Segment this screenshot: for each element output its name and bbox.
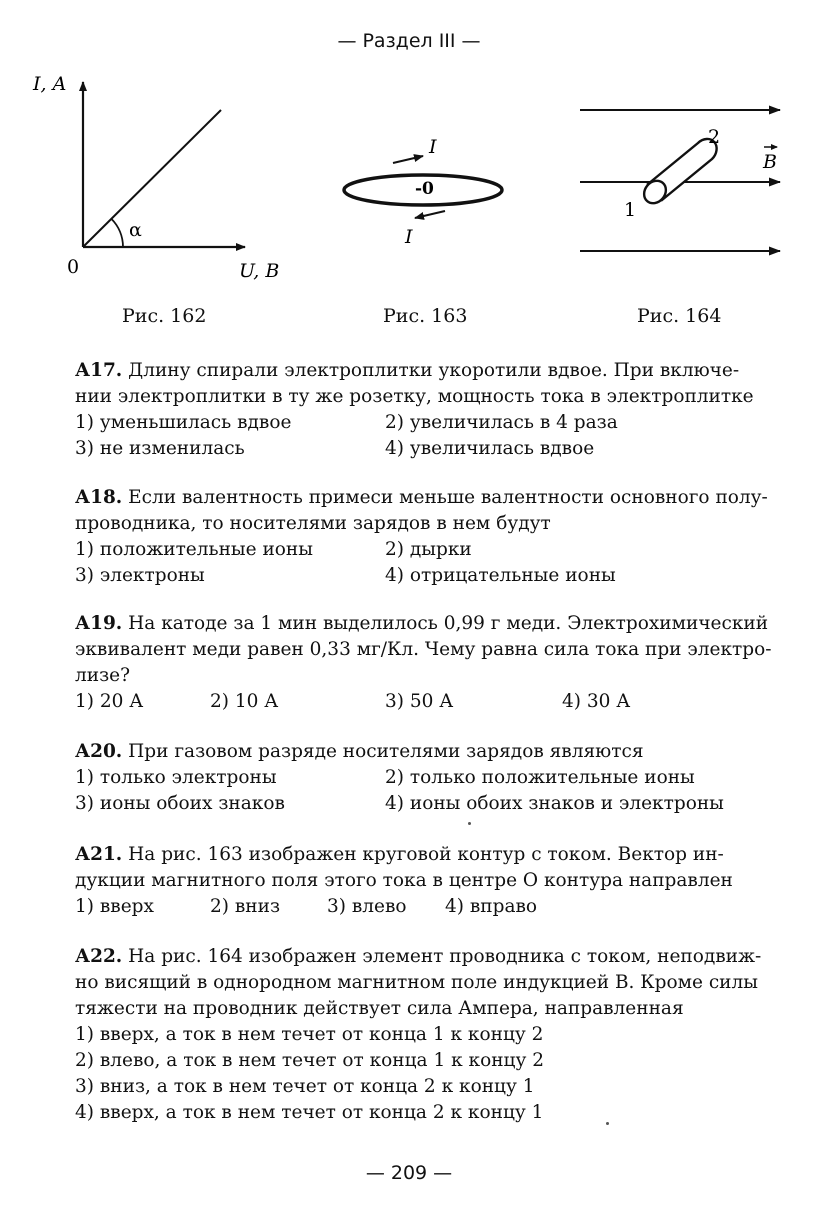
figure-164	[570, 70, 795, 274]
question-a20	[75, 739, 785, 817]
figure-163	[335, 70, 515, 264]
question-text-line: нии электроплитки в ту же розетку, мощность тока в электроплитке	[75, 386, 754, 407]
graph-line	[83, 110, 221, 247]
answer-option: 2) вниз	[210, 896, 281, 917]
page-header: — Раздел III —	[337, 30, 481, 52]
caption-163: Рис. 163	[383, 305, 468, 327]
answer-option: 4) отрицательные ионы	[385, 565, 616, 586]
answer-option: 1) положительные ионы	[75, 539, 313, 560]
question-text-line: эквивалент меди равен 0,33 мг/Кл. Чему равна сила тока при электро-	[75, 639, 772, 660]
current-arrow-top	[393, 156, 423, 163]
answer-option: 4) увеличилась вдвое	[385, 438, 595, 459]
question-number: А20.	[75, 741, 123, 762]
scan-speck	[468, 822, 471, 825]
y-axis-label: I, A	[33, 73, 67, 95]
answer-option: 2) только положительные ионы	[385, 767, 695, 788]
answer-option: 3) электроны	[75, 565, 205, 586]
answer-option: 2) дырки	[385, 539, 472, 560]
figure-162	[25, 70, 305, 294]
answer-option: 2) увеличилась в 4 раза	[385, 412, 618, 433]
question-text-line: тяжести на проводник действует сила Ампера, направленная	[75, 998, 684, 1019]
page-number: — 209 —	[365, 1162, 453, 1184]
answer-option: 1) вверх, а ток в нем течет от конца 1 к концу 2	[75, 1024, 544, 1045]
current-label-bottom: I	[405, 226, 413, 248]
answer-option: 3) влево	[327, 896, 407, 917]
question-a17	[75, 358, 785, 462]
answer-option: 4) 30 А	[562, 691, 631, 712]
figure-163-loop	[335, 70, 515, 260]
current-arrow-bottom	[415, 211, 445, 218]
end1-label: 1	[624, 199, 637, 221]
answer-option: 4) ионы обоих знаков и электроны	[385, 793, 724, 814]
answer-option: 1) только электроны	[75, 767, 277, 788]
conductor	[640, 139, 717, 208]
center-label: -0	[415, 179, 434, 199]
question-a21	[75, 842, 785, 920]
answer-option: 3) 50 А	[385, 691, 454, 712]
question-number: А19.	[75, 613, 123, 634]
answer-option: 2) влево, а ток в нем течет от конца 1 к концу 2	[75, 1050, 544, 1071]
question-a22	[75, 944, 785, 1126]
question-text-line: Если валентность примеси меньше валентности основного полу-	[128, 487, 768, 508]
answer-option: 1) уменьшилась вдвое	[75, 412, 292, 433]
question-number: А18.	[75, 487, 123, 508]
caption-164: Рис. 164	[637, 305, 722, 327]
question-number: А21.	[75, 844, 123, 865]
answer-option: 4) вверх, а ток в нем течет от конца 2 к концу 1	[75, 1102, 544, 1123]
question-text-line: На рис. 164 изображен элемент проводника с током, неподвиж-	[128, 946, 762, 967]
answer-option: 2) 10 А	[210, 691, 279, 712]
question-a19	[75, 611, 785, 715]
answer-option: 1) 20 А	[75, 691, 144, 712]
question-text-line: При газовом разряде носителями зарядов являются	[128, 741, 644, 762]
field-label: B	[763, 151, 777, 173]
current-label-top: I	[429, 136, 437, 158]
answer-option: 3) не изменилась	[75, 438, 245, 459]
x-axis-label: U, B	[239, 260, 280, 282]
answer-option: 3) вниз, а ток в нем течет от конца 2 к концу 1	[75, 1076, 535, 1097]
question-a18	[75, 485, 785, 589]
angle-label: α	[129, 219, 142, 241]
end2-label: 2	[708, 126, 721, 148]
answer-option: 4) вправо	[445, 896, 538, 917]
question-text-line: проводника, то носителями зарядов в нем будут	[75, 513, 551, 534]
question-text-line: дукции магнитного поля этого тока в центре O контура направлен	[75, 870, 733, 891]
answer-option: 1) вверх	[75, 896, 154, 917]
question-text-line: но висящий в однородном магнитном поле индукцией B. Кроме силы	[75, 972, 758, 993]
scan-speck	[606, 1122, 609, 1125]
figure-164-field	[570, 70, 795, 270]
question-text-line: На катоде за 1 мин выделилось 0,99 г меди. Электрохимический	[128, 613, 769, 634]
question-text-line: На рис. 163 изображен круговой контур с током. Вектор ин-	[128, 844, 724, 865]
question-text-line: лизе?	[75, 665, 131, 686]
origin-label: 0	[67, 256, 80, 278]
figure-162-graph	[25, 70, 305, 290]
angle-arc	[111, 219, 123, 247]
question-text-line: Длину спирали электроплитки укоротили вдвое. При включе-	[128, 360, 740, 381]
caption-162: Рис. 162	[122, 305, 207, 327]
question-number: А17.	[75, 360, 123, 381]
question-number: А22.	[75, 946, 123, 967]
answer-option: 3) ионы обоих знаков	[75, 793, 285, 814]
